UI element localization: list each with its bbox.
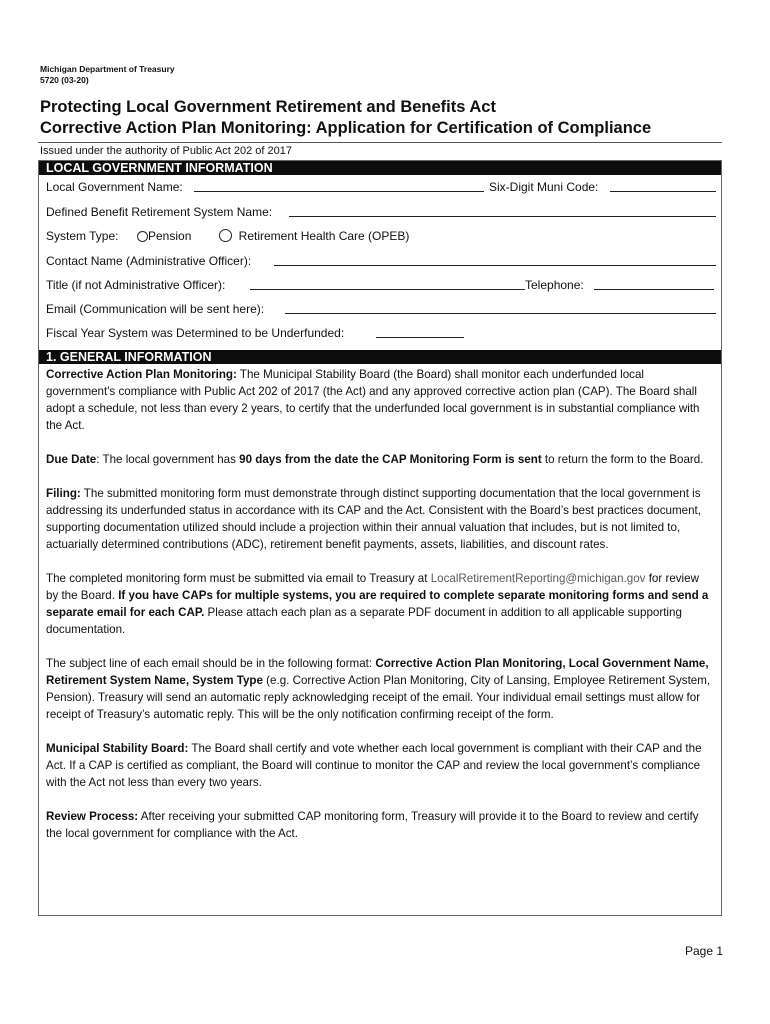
form-number: 5720 (03-20) <box>40 75 89 85</box>
due-date-deadline: 90 days from the date the CAP Monitoring Form is sent <box>239 453 542 466</box>
fiscal-year-field[interactable] <box>376 337 464 338</box>
db-system-field[interactable] <box>289 216 716 217</box>
local-government-heading: LOCAL GOVERNMENT INFORMATION <box>39 161 721 175</box>
local-government-name-field[interactable] <box>194 191 484 192</box>
agency-header <box>40 64 175 86</box>
subject-line-text-2: (e.g. Corrective Action Plan Monitoring, City of Lansing, Employee Retirement System, Pension). Treasury will send an automatic reply acknowledging receipt of the email. Your individual email settings must allow for receipt of Treasury’s automatic reply. This will be the only notification confirming receipt of the form. <box>46 674 711 721</box>
system-type-label: System Type: <box>46 229 119 243</box>
due-date-paragraph <box>46 451 714 468</box>
filing-term: Filing: <box>46 487 81 500</box>
title-rule <box>38 142 722 143</box>
contact-name-field[interactable] <box>274 265 716 266</box>
email-label: Email (Communication will be sent here): <box>46 302 265 316</box>
title-line-2: Corrective Action Plan Monitoring: Application for Certification of Compliance <box>40 119 652 137</box>
opeb-radio-icon[interactable] <box>219 229 232 242</box>
pension-label: Pension <box>148 229 192 243</box>
submission-text-3: Please attach each plan as a separate PDF document in addition to all applicable supporting documentation. <box>46 606 682 636</box>
pension-option[interactable] <box>137 228 191 244</box>
review-process-term: Review Process: <box>46 810 139 823</box>
db-system-label: Defined Benefit Retirement System Name: <box>46 205 273 219</box>
title-label: Title (if not Administrative Officer): <box>46 278 226 292</box>
authority-note: Issued under the authority of Public Act 202 of 2017 <box>40 145 292 157</box>
system-type-row <box>46 228 718 244</box>
title-field[interactable] <box>250 289 525 290</box>
cap-monitoring-term: Corrective Action Plan Monitoring: <box>46 368 237 381</box>
submission-requirement: If you have CAPs for multiple systems, you are required to complete separate monitoring forms and send a separate email for each CAP. <box>46 589 709 619</box>
page-number: Page 1 <box>685 944 724 958</box>
submission-text-1: The completed monitoring form must be submitted via email to Treasury at <box>46 572 431 585</box>
contact-name-row <box>46 253 718 269</box>
filing-paragraph <box>46 485 714 553</box>
due-date-term: Due Date <box>46 453 97 466</box>
subject-line-format: Corrective Action Plan Monitoring, Local Government Name, Retirement System Name, System Type <box>46 657 709 687</box>
submission-paragraph <box>46 570 714 638</box>
contact-name-label: Contact Name (Administrative Officer): <box>46 254 252 268</box>
agency-name: Michigan Department of Treasury <box>40 64 175 74</box>
submission-text-2: for review by the Board. <box>46 572 699 602</box>
subject-line-paragraph <box>46 655 714 723</box>
email-field[interactable] <box>285 313 716 314</box>
email-row <box>46 301 718 317</box>
muni-code-label: Six-Digit Muni Code: <box>489 180 599 194</box>
review-process-text: After receiving your submitted CAP monitoring form, Treasury will provide it to the Board to review and certify the local government for compliance with the Act. <box>46 810 699 840</box>
opeb-label: Retirement Health Care (OPEB) <box>238 229 410 243</box>
due-date-text-1: : The local government has <box>96 453 240 466</box>
form-box <box>38 160 722 916</box>
cap-monitoring-text: The Municipal Stability Board (the Board) shall monitor each underfunded local government's compliance with Public Act 202 of 2017 (the Act) and any approved corrective action plan (CAP). The Board shall adopt a schedule, not less than every 2 years, to certify that the underfunded local government is in substantial compliance with the Act. <box>46 368 700 432</box>
fiscal-year-row <box>46 325 718 341</box>
msb-text: The Board shall certify and vote whether each local government is compliant with their CAP and the Act. If a CAP is certified as compliant, the Board will continue to monitor the CAP and review the local government’s compliance with the Act not less than every two years. <box>46 742 702 789</box>
local-government-name-row <box>46 179 718 195</box>
muni-code-field[interactable] <box>610 191 716 192</box>
document-title <box>40 97 730 139</box>
filing-text: The submitted monitoring form must demonstrate through distinct supporting documentation that the local government is addressing its underfunded status in accordance with its CAP and the Act. Consistent with the Board’s best practices document, supporting documentation utilized should include a projection within their annual valuation that includes, but is not limited to, actuarially determined contributions (ADC), retirement benefit payments, assets, liabilities, and discount rates. <box>46 487 701 551</box>
telephone-label: Telephone: <box>525 278 584 292</box>
review-process-paragraph <box>46 808 714 842</box>
general-information-body <box>46 366 714 859</box>
msb-paragraph <box>46 740 714 791</box>
db-system-row <box>46 204 718 220</box>
msb-term: Municipal Stability Board: <box>46 742 189 755</box>
opeb-option[interactable] <box>219 228 409 244</box>
submission-email-link[interactable]: LocalRetirementReporting@michigan.gov <box>430 572 646 585</box>
telephone-field[interactable] <box>594 289 714 290</box>
due-date-text-2: to return the form to the Board. <box>541 453 704 466</box>
title-line-1: Protecting Local Government Retirement and Benefits Act <box>40 98 496 116</box>
local-government-name-label: Local Government Name: <box>46 180 183 194</box>
cap-monitoring-paragraph <box>46 366 714 434</box>
pension-radio-icon[interactable] <box>137 231 148 242</box>
subject-line-text-1: The subject line of each email should be in the following format: <box>46 657 376 670</box>
fiscal-year-label: Fiscal Year System was Determined to be Underfunded: <box>46 326 345 340</box>
general-information-heading: 1. GENERAL INFORMATION <box>39 350 721 364</box>
title-telephone-row <box>46 277 718 293</box>
